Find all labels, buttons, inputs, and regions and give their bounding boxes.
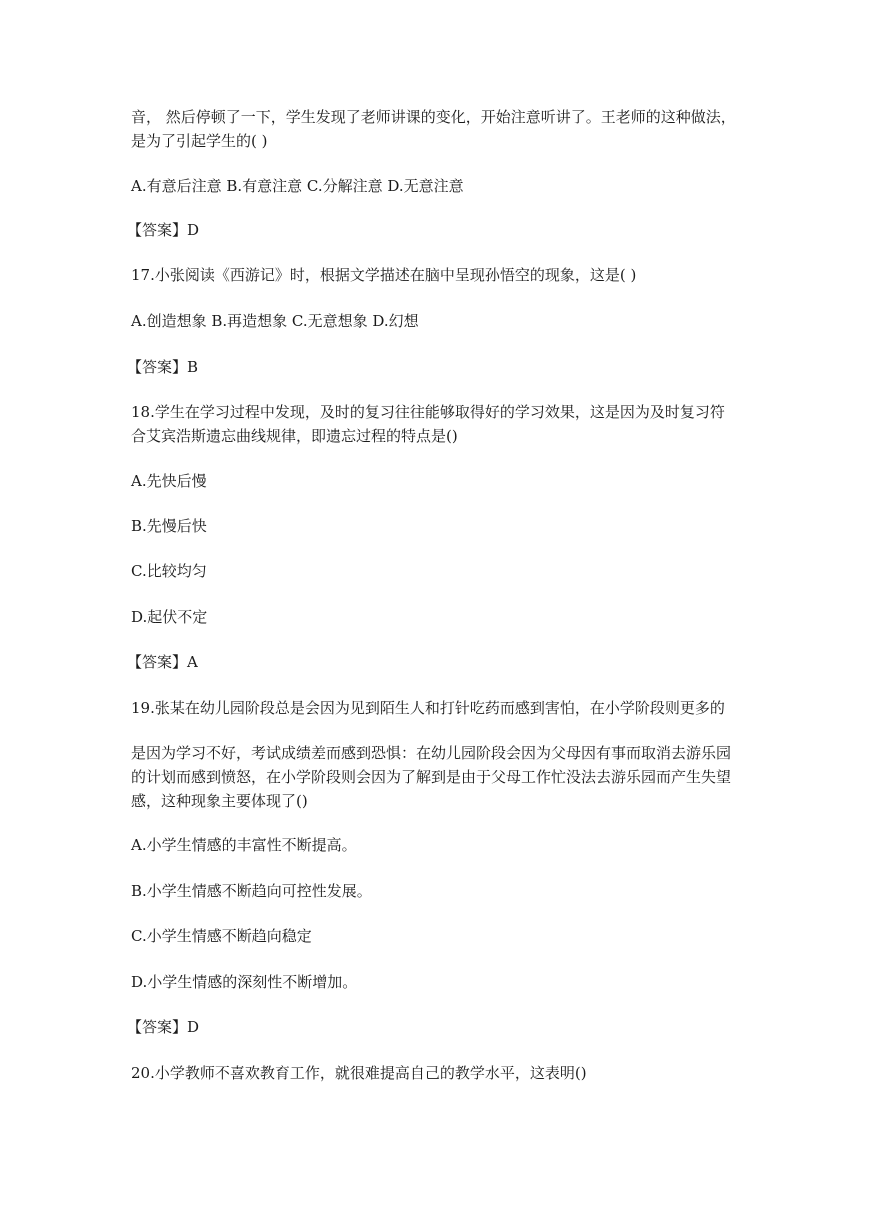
question-16-continuation-line-2: 是为了引起学生的( ) xyxy=(131,132,268,150)
question-18-stem-line-1: 18.学生在学习过程中发现，及时的复习往往能够取得好的学习效果，这是因为及时复习符 xyxy=(131,403,725,421)
question-19-option-b: B.小学生情感不断趋向可控性发展。 xyxy=(131,882,372,900)
question-17-answer: 【答案】B xyxy=(127,358,199,376)
question-18-answer: 【答案】A xyxy=(127,653,198,671)
question-19-option-c: C.小学生情感不断趋向稳定 xyxy=(131,927,312,945)
question-18-option-c: C.比较均匀 xyxy=(131,562,207,580)
question-17-options: A.创造想象 B.再造想象 C.无意想象 D.幻想 xyxy=(131,312,419,330)
question-16-continuation-line-1: 音， 然后停顿了一下，学生发现了老师讲课的变化，开始注意听讲了。王老师的这种做法， xyxy=(131,108,736,126)
question-19-option-a: A.小学生情感的丰富性不断提高。 xyxy=(131,836,357,854)
question-19-stem-line-3: 的计划而感到愤怒，在小学阶段则会因为了解到是由于父母工作忙没法去游乐园而产生失望 xyxy=(131,768,732,786)
question-19-stem-line-4: 感，这种现象主要体现了() xyxy=(131,792,308,810)
question-18-stem-line-2: 合艾宾浩斯遗忘曲线规律，即遗忘过程的特点是() xyxy=(131,427,458,445)
question-19-option-d: D.小学生情感的深刻性不断增加。 xyxy=(131,973,358,991)
question-16-options: A.有意后注意 B.有意注意 C.分解注意 D.无意注意 xyxy=(131,177,464,195)
question-20-stem: 20.小学教师不喜欢教育工作，就很难提高自己的教学水平，这表明() xyxy=(131,1064,587,1082)
question-18-option-d: D.起伏不定 xyxy=(131,608,208,626)
question-18-option-b: B.先慢后快 xyxy=(131,517,207,535)
question-18-option-a: A.先快后慢 xyxy=(131,472,207,490)
question-19-stem-line-2: 是因为学习不好，考试成绩差而感到恐惧：在幼儿园阶段会因为父母因有事而取消去游乐园 xyxy=(131,744,732,762)
question-17-stem: 17.小张阅读《西游记》时，根据文学描述在脑中呈现孙悟空的现象，这是( ) xyxy=(131,266,637,284)
question-19-stem-line-1: 19.张某在幼儿园阶段总是会因为见到陌生人和打针吃药而感到害怕，在小学阶段则更多的 xyxy=(131,699,725,717)
question-16-answer: 【答案】D xyxy=(127,221,200,239)
question-19-answer: 【答案】D xyxy=(127,1018,200,1036)
